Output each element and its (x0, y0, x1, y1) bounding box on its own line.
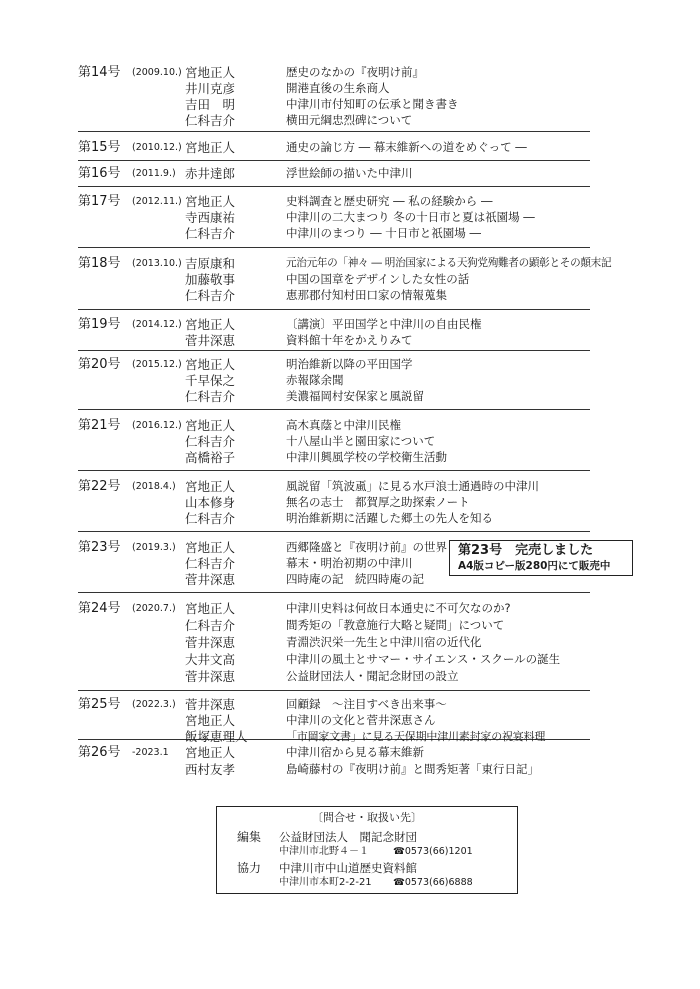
article-author: 仁科吉介 (185, 434, 236, 449)
issue-date: (2019.3.) (132, 542, 176, 553)
issue-number: 第18号 (78, 256, 121, 271)
article-title: 中津川の文化と菅井深恵さん (286, 713, 436, 727)
article-author: 高橋裕子 (185, 450, 236, 465)
issue-number: 第16号 (78, 166, 121, 181)
separator (78, 186, 590, 187)
separator (78, 350, 590, 351)
article-author: 仁科吉介 (185, 618, 236, 633)
issue-number: 第14号 (78, 65, 121, 80)
article-title: 中津川市付知町の伝承と聞き書き (286, 97, 459, 111)
article-row (78, 255, 618, 272)
article-title: 幕末・明治初期の中津川 (286, 556, 413, 570)
issue-date: (2012.11.) (132, 196, 182, 207)
article-title: 元治元年の「神々 ― 明治国家による天狗党殉難者の顕彰とその顛末記 (286, 257, 612, 269)
issue-number: 第20号 (78, 357, 121, 372)
article-author: 加藤敬事 (185, 272, 236, 287)
article-row (78, 449, 618, 466)
separator (78, 247, 590, 248)
article-author: 菅井深恵 (185, 333, 236, 348)
article-author: 宮地正人 (185, 65, 236, 80)
separator (78, 309, 590, 310)
issue-date: (2018.4.) (132, 481, 176, 492)
issue-date: (2014.12.) (132, 319, 182, 330)
article-author: 仁科吉介 (185, 511, 236, 526)
article-row (78, 634, 618, 651)
article-row (78, 209, 618, 226)
article-row (78, 225, 618, 242)
article-title: 中津川の風土とサマー・サイエンス・スクールの誕生 (286, 652, 561, 666)
issue-date: (2022.3.) (132, 699, 176, 710)
article-title: 中津川史料は何故日本通史に不可欠なのか? (286, 601, 511, 615)
article-title: 資料館十年をかえりみて (286, 333, 413, 347)
issue-number: 第25号 (78, 697, 121, 712)
article-title: 風説留「筑波颪」に見る水戸浪士通過時の中津川 (286, 479, 539, 493)
article-row (78, 417, 618, 434)
article-author: 宮地正人 (185, 601, 236, 616)
article-author: 宮地正人 (185, 317, 236, 332)
article-title: 浮世絵師の描いた中津川 (286, 166, 413, 180)
article-title: 島崎藤村の『夜明け前』と間秀矩著「東行日記」 (286, 762, 539, 776)
contact-header: 〔問合せ・取扱い先〕 (312, 811, 422, 824)
article-row (78, 433, 618, 450)
article-title: 美濃福岡村安保家と風説留 (286, 389, 424, 403)
article-title: 中津川興風学校の学校衛生活動 (286, 450, 447, 464)
article-author: 菅井深恵 (185, 635, 236, 650)
article-title: 青淵渋沢栄一先生と中津川宿の近代化 (286, 635, 482, 649)
article-row (78, 744, 618, 761)
article-author: 吉田 明 (185, 97, 236, 112)
article-title: 横田元綱忠烈碑について (286, 113, 413, 127)
issue-number: 第22号 (78, 479, 121, 494)
contact-box (216, 806, 518, 894)
issue-date: -2023.1 (132, 747, 169, 758)
article-row (78, 388, 618, 405)
article-author: 仁科吉介 (185, 288, 236, 303)
issue-number: 第24号 (78, 601, 121, 616)
article-title: 回顧録 〜注目すべき出来事〜 (286, 697, 447, 711)
article-author: 宮地正人 (185, 540, 236, 555)
article-title: 中国の国章をデザインした女性の話 (286, 272, 470, 286)
article-title: 公益財団法人・聞記念財団の設立 (286, 669, 459, 683)
article-author: 菅井深恵 (185, 572, 236, 587)
article-title: 赤報隊余聞 (286, 373, 344, 387)
sold-out-subtitle: A4版コピー版280円にて販売中 (458, 560, 611, 572)
article-title: 間秀矩の「教意施行大略と疑問」について (286, 618, 505, 632)
article-row (78, 728, 618, 745)
article-row (78, 712, 618, 729)
article-title: 歴史のなかの『夜明け前』 (286, 65, 424, 79)
article-author: 仁科吉介 (185, 113, 236, 128)
article-row (78, 651, 618, 668)
article-author: 山本修身 (185, 495, 236, 510)
article-title: 〔講演〕平田国学と中津川の自由民権 (286, 317, 482, 331)
article-row (78, 510, 618, 527)
sold-out-notice (449, 540, 633, 576)
article-author: 赤井達郎 (185, 166, 236, 181)
article-title: 「市岡家文書」に見る天保期中津川素封家の祝宴料理 (286, 730, 546, 743)
article-title: 明治維新以降の平田国学 (286, 357, 413, 371)
issue-number: 第19号 (78, 317, 121, 332)
issue-date: (2013.10.) (132, 258, 182, 269)
separator (78, 409, 590, 410)
article-title: 十八屋山半と園田家について (286, 434, 436, 448)
article-author: 宮地正人 (185, 713, 236, 728)
separator (78, 470, 590, 471)
issue-number: 第21号 (78, 418, 121, 433)
article-row (78, 372, 618, 389)
cooperation-label: 協力 (237, 861, 262, 875)
article-row (78, 356, 618, 373)
issue-number: 第26号 (78, 745, 121, 760)
article-author: 大井文高 (185, 652, 236, 667)
article-title: 中津川のまつり ― 十日市と祇園場 ― (286, 226, 481, 240)
separator (78, 131, 590, 132)
article-row (78, 112, 618, 129)
article-row (78, 600, 618, 617)
issue-number: 第23号 (78, 540, 121, 555)
article-author: 仁科吉介 (185, 226, 236, 241)
issue-number: 第17号 (78, 194, 121, 209)
article-row (78, 193, 618, 210)
article-row (78, 478, 618, 495)
article-author: 菅井深恵 (185, 697, 236, 712)
article-title: 中津川の二大まつり 冬の十日市と夏は祇園場 ― (286, 210, 535, 224)
article-row (78, 287, 618, 304)
article-author: 宮地正人 (185, 357, 236, 372)
article-author: 吉原康和 (185, 256, 236, 271)
article-author: 菅井深恵 (185, 669, 236, 684)
article-title: 史料調査と歴史研究 ― 私の経験から ― (286, 194, 493, 208)
separator (78, 160, 590, 161)
editor-phone: ☎0573(66)1201 (393, 846, 473, 857)
sold-out-title: 第23号 完売しました (458, 543, 594, 558)
article-author: 千早保之 (185, 373, 236, 388)
editor-name: 公益財団法人 聞記念財団 (279, 830, 417, 844)
article-row (78, 165, 618, 182)
issue-number: 第15号 (78, 140, 121, 155)
separator (78, 531, 590, 532)
article-author: 宮地正人 (185, 479, 236, 494)
article-author: 井川克彦 (185, 81, 236, 96)
separator (78, 592, 590, 593)
article-row (78, 494, 618, 511)
article-author: 宮地正人 (185, 140, 236, 155)
article-row (78, 139, 618, 156)
article-author: 寺西康祐 (185, 210, 236, 225)
article-row (78, 96, 618, 113)
article-author: 飯塚恵理人 (185, 729, 248, 744)
issue-date: (2009.10.) (132, 67, 182, 78)
article-author: 仁科吉介 (185, 389, 236, 404)
issue-date: (2016.12.) (132, 420, 182, 431)
article-author: 仁科吉介 (185, 556, 236, 571)
separator (78, 690, 590, 691)
article-title: 高木真蔭と中津川民権 (286, 418, 401, 432)
article-title: 明治維新期に活躍した郷土の先人を知る (286, 511, 493, 525)
article-title: 四時庵の記 続四時庵の記 (286, 572, 424, 586)
article-author: 宮地正人 (185, 745, 236, 760)
issue-date: (2011.9.) (132, 168, 176, 179)
issue-date: (2010.12.) (132, 142, 182, 153)
article-title: 開港直後の生糸商人 (286, 81, 390, 95)
article-title: 西郷隆盛と『夜明け前』の世界 (286, 540, 447, 554)
article-author: 宮地正人 (185, 194, 236, 209)
article-title: 無名の志士 都賀厚之助探索ノート (286, 495, 470, 509)
article-title: 恵那郡付知村田口家の情報蒐集 (286, 288, 447, 302)
cooperation-phone: ☎0573(66)6888 (393, 877, 473, 888)
article-row (78, 80, 618, 97)
article-row (78, 696, 618, 713)
cooperation-name: 中津川市中山道歴史資料館 (279, 861, 417, 875)
article-row (78, 332, 618, 349)
editor-label: 編集 (237, 830, 262, 844)
article-row (78, 271, 618, 288)
article-row (78, 668, 618, 685)
editor-address: 中津川市北野４－１ (279, 846, 369, 857)
article-author: 西村友孝 (185, 762, 236, 777)
cooperation-address: 中津川市本町2-2-21 (279, 877, 372, 888)
article-title: 中津川宿から見る幕末維新 (286, 745, 424, 759)
issue-date: (2015.12.) (132, 359, 182, 370)
article-author: 宮地正人 (185, 418, 236, 433)
article-row (78, 761, 618, 778)
article-row (78, 316, 618, 333)
article-row (78, 64, 618, 81)
article-row (78, 617, 618, 634)
issue-date: (2020.7.) (132, 603, 176, 614)
article-title: 通史の論じ方 ― 幕末維新への道をめぐって ― (286, 140, 527, 154)
